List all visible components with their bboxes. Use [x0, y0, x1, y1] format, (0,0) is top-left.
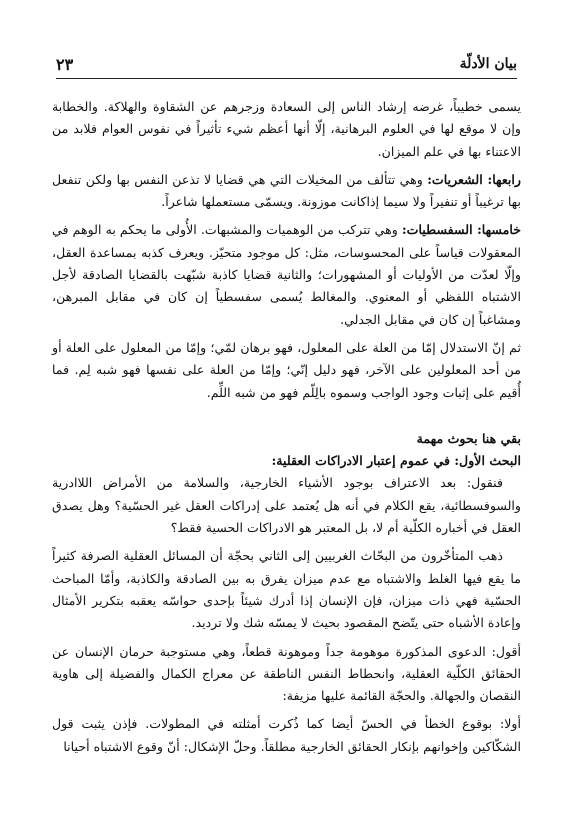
running-header: [56, 52, 517, 79]
section-gap: [52, 410, 521, 428]
page-number: ٢٣: [56, 55, 74, 74]
paragraph: ذهب المتأخّرون من البحّاث الغربيين إلى الثاني بحجّة أن المسائل العقلية الصرفة كثيراً ما يقع فيها الغلط والاشتباه مع عدم ميزان يفرق به بين الصادقة والكاذبة، وأمّا المباحث الحسّية فهي ذات ميزان، فإن الإنسان إذا أدرك شيئاً بإحدى حواسّه يعقبه بتكرير الأمثال وإعادة الأشباه حتى يتّضح المقصود بحيث لا يمسّه شك ولا ترديد.: [52, 548, 521, 631]
running-title: بيان الأدلّة: [459, 56, 517, 72]
paragraph-text: وهي تتركب من الوهميات والمشبهات. الأُولى ما يحكم به الوهم في المعقولات قياساً على المحسوسات، مثل: كل موجود متحيّز. ويعرف كذبه بمساعدة العقل، وإلّا لعدّت من الأوليات أو المشهورات؛ والثانية قضايا كاذبة شبّهت بالقضايا الصادقة لأجل الاشتباه اللفظي أو المعنوي. والمغالط يُسمى سفسطياً إن كان في مقابل المبرهن، ومشاغباً إن كان في مقابل الجدلي.: [52, 222, 521, 327]
paragraph: أولا: بوقوع الخطأ في الحسّ أيضا كما ذُكرت أمثلته في المطولات. فإذن يثبت قول الشكّاكين وإخوانهم بإنكار الحقائق الخارجية مطلقاً. وحلّ الإشكال: أنّ وقوع الاشتباه أحيانا: [52, 716, 521, 754]
paragraph-label: رابعها: الشعريات:: [427, 171, 522, 187]
paragraph: [52, 219, 521, 330]
paragraph: يسمى خطيباً، غرضه إرشاد الناس إلى السعادة وزجرهم عن الشقاوة والهلاكة. والخطابة وإن لا موقع لها في العلوم البرهانية، إلّا أنها أعظم شيء تأثيراً في نفوس العوام فلابد من الاعتناء بها في علم الميزان.: [52, 99, 521, 159]
section-intro: بقي هنا بحوث مهمة: [416, 430, 521, 446]
page-body: [52, 96, 521, 764]
paragraph: ثم إنّ الاستدلال إمّا من العلة على المعلول، فهو برهان لمّي؛ وإمّا من المعلول على العلة أو من أحد المعلولين على الآخر، فهو دليل إنّي؛ وإمّا من العلة على نفسها فهو شبه لِم. فما أُقيم على إثبات وجود الواجب وسموه بالِلّم فهو من شبه اللِّم.: [52, 339, 521, 400]
paragraph-label: خامسها: السفسطيات:: [401, 222, 521, 238]
paragraph: أقول: الدعوى المذكورة موهومة جداً وموهونة قطعاً، وهي مستوجبة حرمان الإنسان عن الحقائق الكلّية العقلية، وانحطاط النفس الناطقة عن معراج الكمال والفضيلة إلى هاوية النقصان والجهالة. والحجّة القائمة عليها مزيفة:: [52, 643, 521, 704]
section-heading: البحث الأول: في عموم إعتبار الادراكات العقلية:: [271, 453, 521, 469]
paragraph-text: وهي تتألف من المخيلات التي هي قضايا لا تذعن النفس بها ولكن تنفعل بها ترغيباً أو تنفيراً ولا سيما إذاكانت موزونة. ويسمّى مستعملها شاعراً.: [52, 171, 521, 210]
paragraph: [52, 169, 521, 214]
paragraph: فنقول: بعد الاعتراف بوجود الأشياء الخارجية، والسلامة من الأمراض اللاادرية والسوفسطائية، يقع الكلام في أنه هل يُعتمد على إدراكات العقل غير الحسّية؟ وهل يصدق العقل في أخباره الكلّية أم لا، بل المعتبر هو الادراكات الحسية فقط؟: [52, 475, 521, 536]
